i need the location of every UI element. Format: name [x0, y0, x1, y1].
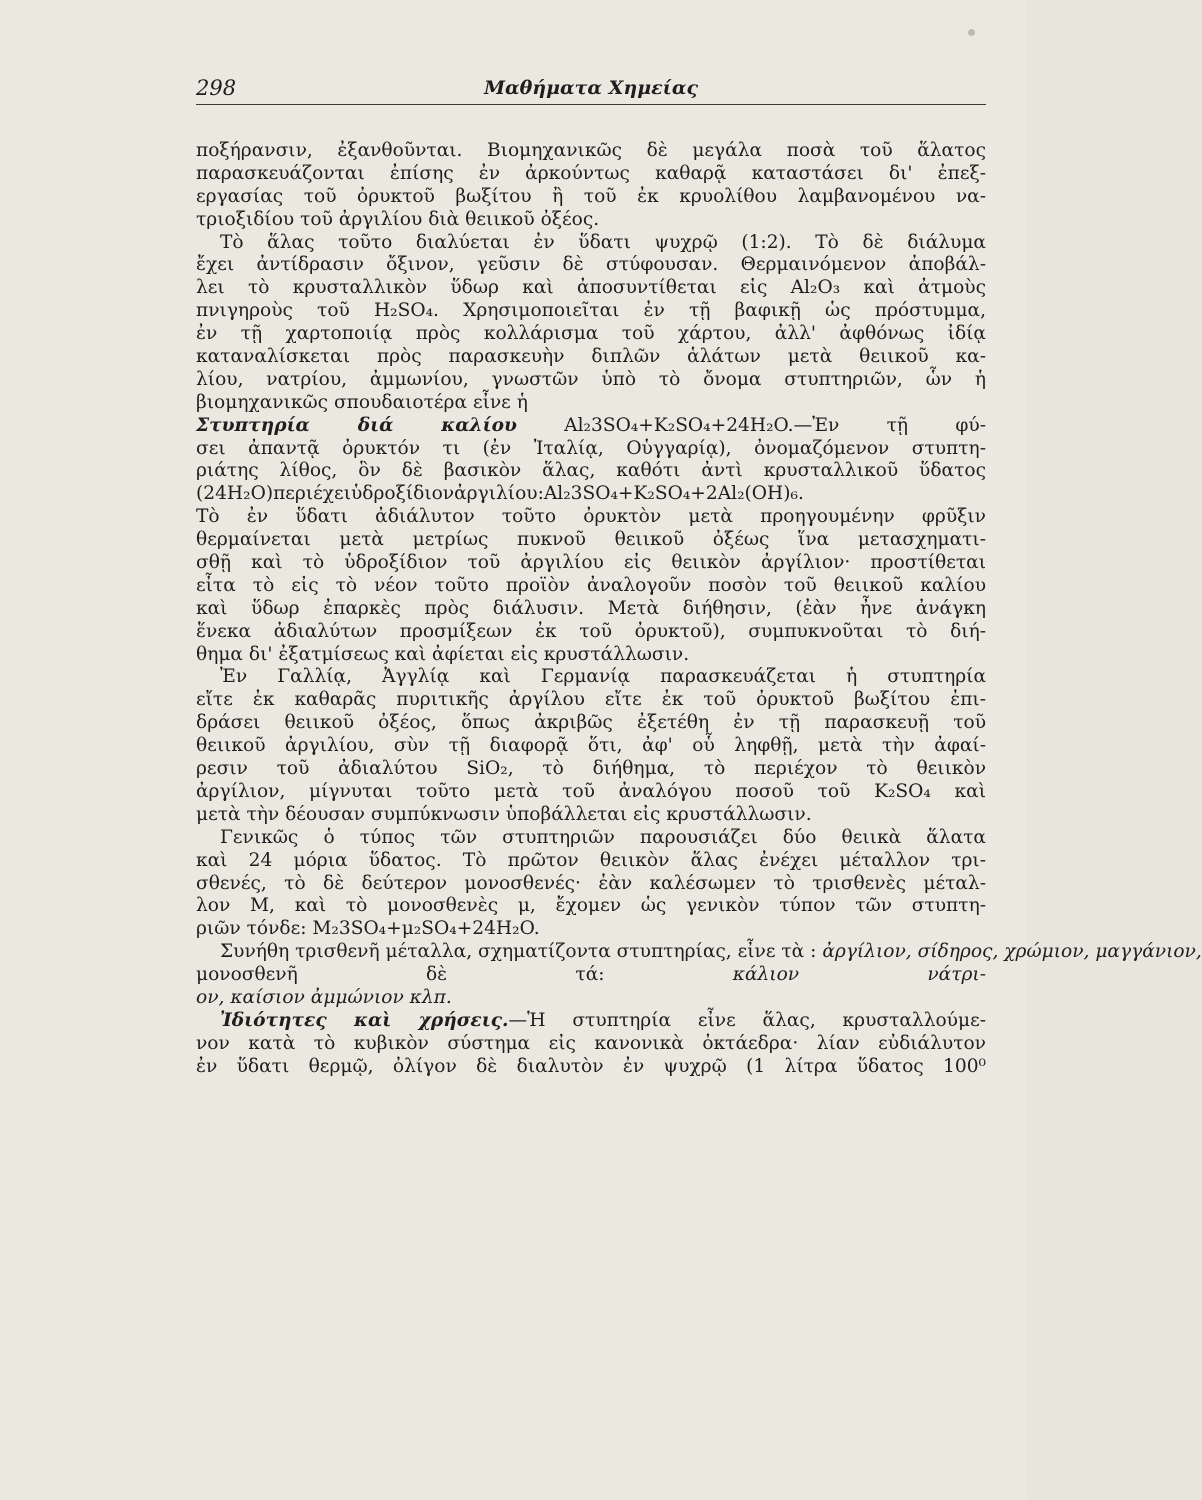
paper-blemish: [968, 29, 975, 36]
text-line: εἴτε ἐκ καθαρᾶς πυριτικῆς ἀργίλου εἴτε ἐκ τοῦ ὀρυκτοῦ βωξίτου ἐπι-: [196, 689, 986, 711]
text-segment: —Ἡ στυπτηρία εἶνε ἅλας, κρυσταλλούμε-: [508, 1009, 986, 1031]
formula-text: Al₂3SO₄+K₂SO₄+24H₂O.—Ἐν τῇ φύ-: [564, 414, 986, 436]
text-line: θερμαίνεται μετὰ μετρίως πυκνοῦ θειικοῦ ὀξέως ἵνα μετασχηματι-: [196, 529, 986, 551]
text-line: νον κατὰ τὸ κυβικὸν σύστημα εἰς κανονικὰ ὀκτάεδρα· λίαν εὐδιάλυτον: [196, 1032, 986, 1054]
text-line: [196, 941, 1202, 964]
text-segment: Συνήθη τρισθενῆ μέταλλα, σχηματίζοντα στυπτηρίας, εἶνε τὰ :: [220, 941, 817, 963]
text-line: ριάτης λίθος, ὃν δὲ βασικὸν ἅλας, καθότι ἀντὶ κρυσταλλικοῦ ὕδατος: [196, 460, 986, 482]
text-line: καὶ ὕδωρ ἐπαρκὲς πρὸς διάλυσιν. Μετὰ διήθησιν, (ἐὰν ἦνε ἀνάγκη: [196, 597, 986, 619]
italic-metals-mono: κάλιον νάτρι-: [732, 964, 986, 986]
text-segment: λίου, νατρίου, ἀμμωνίου, γνωστῶν ὑπὸ τὸ ὄνομα στυπτηριῶν, ὧν ἡ: [196, 368, 986, 390]
text-line: θημα δι' ἐξατμίσεως καὶ ἀφίεται εἰς κρυστάλλωσιν.: [196, 643, 690, 665]
text-line: λον M, καὶ τὸ μονοσθενὲς μ, ἔχομεν ὡς γενικὸν τύπον τῶν στυπτη-: [196, 895, 986, 917]
text-line: [196, 369, 986, 392]
text-line-heading: [196, 1010, 986, 1033]
text-line: καὶ 24 μόρια ὕδατος. Τὸ πρῶτον θειικὸν ἅλας ἐνέχει μέταλλον τρι-: [196, 849, 986, 871]
text-line: θειικοῦ ἀργιλίου, σὺν τῇ διαφορᾷ ὅτι, ἀφ' οὗ ληφθῇ, μετὰ τὴν ἀφαί-: [196, 735, 986, 757]
text-line: ἐν τῇ χαρτοποιίᾳ πρὸς κολλάρισμα τοῦ χάρτου, ἀλλ' ἀφθόνως ἰδίᾳ: [196, 323, 986, 345]
text-line: Τὸ ἅλας τοῦτο διαλύεται ἐν ὕδατι ψυχρῷ (1:2). Τὸ δὲ διάλυμα: [220, 231, 986, 253]
body-text: [196, 140, 1202, 1079]
page-number: 298: [196, 76, 237, 100]
text-line: παρασκευάζονται ἐπίσης ἐν ἀρκούντως καθαρᾷ καταστάσει δι' ἐπεξ-: [196, 162, 986, 184]
text-line: τριοξιδίου τοῦ ἀργιλίου διὰ θειικοῦ ὀξέος.: [196, 208, 600, 230]
text-segment: ἀμμώνιον κλπ.: [310, 986, 452, 1008]
text-line: ἐν ὕδατι θερμῷ, ὀλίγον δὲ διαλυτὸν ἐν ψυχρῷ (1 λίτρα ὕδατος 100⁰: [196, 1055, 986, 1077]
text-line: ποξήρανσιν, ἐξανθοῦνται. Βιομηχανικῶς δὲ μεγάλα ποσὰ τοῦ ἅλατος: [196, 140, 986, 161]
text-line: σει ἀπαντᾷ ὀρυκτόν τι (ἐν Ἰταλίᾳ, Οὑγγαρίᾳ), ὀνομαζόμενον στυπτη-: [196, 437, 986, 459]
text-line: ἔχει ἀντίδρασιν ὄξινον, γεῦσιν δὲ στύφουσαν. Θερμαινόμενον ἀποβάλ-: [196, 254, 986, 276]
text-line: [196, 987, 986, 1010]
section-heading-alum: Στυπτηρία διά καλίου: [196, 414, 517, 436]
text-line: βιομηχανικῶς σπουδαιοτέρα εἶνε ἡ: [196, 391, 528, 413]
text-line: ριῶν τόνδε: M₂3SO₄+μ₂SO₄+24H₂O.: [196, 918, 540, 940]
text-line: εργασίας τοῦ ὀρυκτοῦ βωξίτου ἢ τοῦ ἐκ κρυολίθου λαμβανομένου να-: [196, 185, 986, 207]
text-line: Ἐν Γαλλίᾳ, Ἀγγλίᾳ καὶ Γερμανίᾳ παρασκευάζεται ἡ στυπτηρία: [220, 666, 986, 688]
text-line: μετὰ τὴν δέουσαν συμπύκνωσιν ὑποβάλλεται εἰς κρυστάλλωσιν.: [196, 803, 812, 825]
text-line: ρεσιν τοῦ ἀδιαλύτου SiO₂, τὸ διήθημα, τὸ περιέχον τὸ θειικὸν: [196, 758, 986, 780]
page-header: [196, 76, 986, 105]
text-line: εἶτα τὸ εἰς τὸ νέον τοῦτο προϊὸν ἀναλογοῦν ποσὸν τοῦ θειικοῦ καλίου: [196, 574, 986, 596]
text-line-heading: [196, 415, 986, 438]
text-line: καταναλίσκεται πρὸς παρασκευὴν διπλῶν ἁλάτων μετὰ θειικοῦ κα-: [196, 346, 986, 368]
text-line: λει τὸ κρυσταλλικὸν ὕδωρ καὶ ἀποσυντίθεται εἰς Al₂O₃ καὶ ἀτμοὺς: [196, 277, 986, 299]
italic-metals-tri: ἀργίλιον, σίδηρος, χρώμιον, μαγγάνιον,: [822, 941, 1202, 963]
running-title: Μαθήματα Χημείας: [483, 77, 699, 99]
text-line: Τὸ ἐν ὕδατι ἀδιάλυτον τοῦτο ὀρυκτὸν μετὰ προηγουμένην φρῦξιν: [196, 506, 986, 528]
text-line: πνιγηροὺς τοῦ H₂SO₄. Χρησιμοποιεῖται ἐν τῇ βαφικῇ ὡς πρόστυμμα,: [196, 300, 986, 322]
section-heading-properties: Ἰδιότητες καὶ χρήσεις.: [220, 1009, 509, 1031]
text-line: σθενές, τὸ δὲ δεύτερον μονοσθενές· ἐὰν καλέσωμεν τὸ τρισθενὲς μέταλ-: [196, 872, 986, 894]
italic-metals-mono-cont: ον, καίσιον: [196, 986, 305, 1008]
text-line: (24H₂O)περιέχειὑδροξίδιονἀργιλίου:Al₂3SO₄+K₂SO₄+2Al₂(OH)₆.: [196, 483, 804, 505]
text-segment: μονοσθενῆ δὲ τά:: [196, 964, 605, 986]
text-line: σθῇ καὶ τὸ ὑδροξίδιον τοῦ ἀργιλίου εἰς θειικὸν ἀργίλιον· προστίθεται: [196, 552, 986, 574]
text-line: ἀργίλιον, μίγνυται τοῦτο μετὰ τοῦ ἀναλόγου ποσοῦ τοῦ K₂SO₄ καὶ: [196, 780, 986, 802]
text-line: ἕνεκα ἀδιαλύτων προσμίξεων ἐκ τοῦ ὀρυκτοῦ), συμπυκνοῦται τὸ διή-: [196, 620, 986, 642]
text-line: δράσει θειικοῦ ὀξέος, ὅπως ἀκριβῶς ἐξετέθη ἐν τῇ παρασκευῇ τοῦ: [196, 712, 986, 734]
text-line: Γενικῶς ὁ τύπος τῶν στυπτηριῶν παρουσιάζει δύο θειικὰ ἅλατα: [220, 826, 986, 848]
text-line: [196, 964, 986, 987]
